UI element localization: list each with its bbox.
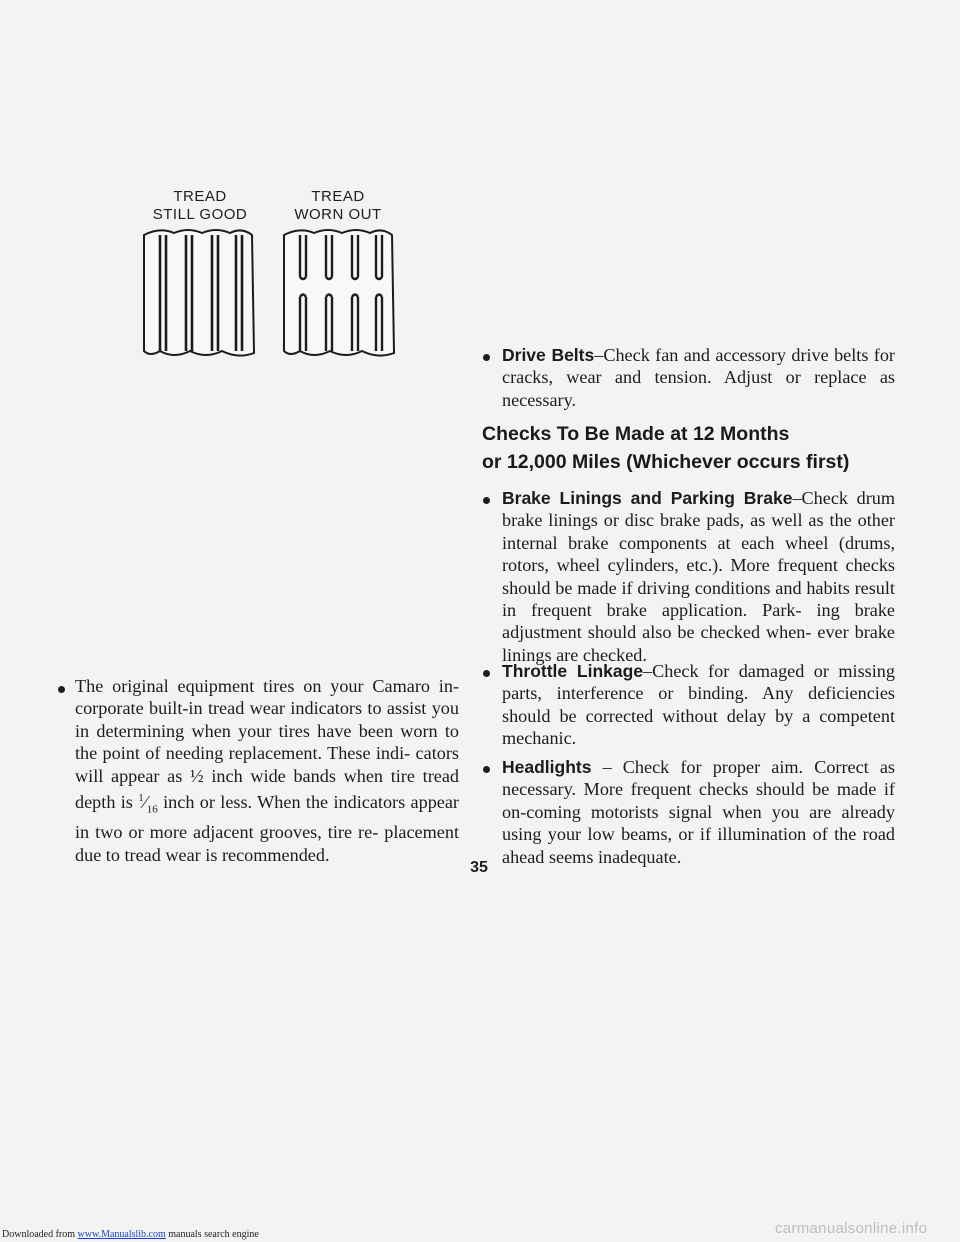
download-footer: Downloaded from www.Manualslib.com manuals search engine [2,1229,259,1240]
watermark: carmanualsonline.info [775,1220,928,1237]
throttle-linkage-item: Throttle Linkage–Check for damaged or missing parts, interference or binding. Any deficiencies should be corrected without delay by a competent mechanic. [502,661,895,749]
bullet [58,686,65,693]
bullet [483,354,490,361]
page-number: 35 [470,859,488,876]
tread-worn-label: TREAD WORN OUT [294,188,382,223]
drive-belts-item: Drive Belts–Check fan and accessory drive belts for cracks, wear and tension. Adjust or replace as necessary. [502,345,895,410]
throttle-linkage-heading: Throttle Linkage [502,661,644,681]
tread-good-illustration [140,225,260,360]
bullet [483,497,490,504]
brake-linings-heading: Brake Linings and Parking Brake [502,488,793,508]
brake-linings-item: Brake Linings and Parking Brake–Check drum brake linings or disc brake pads, as well as the other internal brake components at each wheel (drums, rotors, wheel cylinders, etc.). More frequent checks should be made if driving conditions and habits result in frequent brake application. Park- ing brake adjustment should also be checked when- ever brake linings are checked. [502,488,895,665]
section-title: Checks To Be Made at 12 Months or 12,000 Miles (Whichever occurs first) [482,423,850,473]
manualslib-link[interactable]: www.Manualslib.com [77,1229,166,1240]
headlights-item: Headlights – Check for proper aim. Correct as necessary. More frequent checks should be made if on-coming motorists signal when you are already using your low beams, or if illumination of the road ahead seems inadequate. [502,757,895,867]
drive-belts-heading: Drive Belts [502,345,595,365]
bullet [483,670,490,677]
headlights-heading: Headlights [502,757,592,777]
bullet [483,766,490,773]
tread-indicator-paragraph: The original equipment tires on your Camaro in- corporate built-in tread wear indicators to assist you in determining when your tires have been worn to the point of needing replacement. These indi- cators will appear as ½ inch wide bands when tire tread depth is $^1⁄_{16}$ inch or less. When the indicators appear in two or more adjacent grooves, tire re- placement due to tread wear is recommended. [75,676,459,865]
tread-worn-illustration [280,225,400,360]
tread-good-label: TREAD STILL GOOD [152,188,248,223]
